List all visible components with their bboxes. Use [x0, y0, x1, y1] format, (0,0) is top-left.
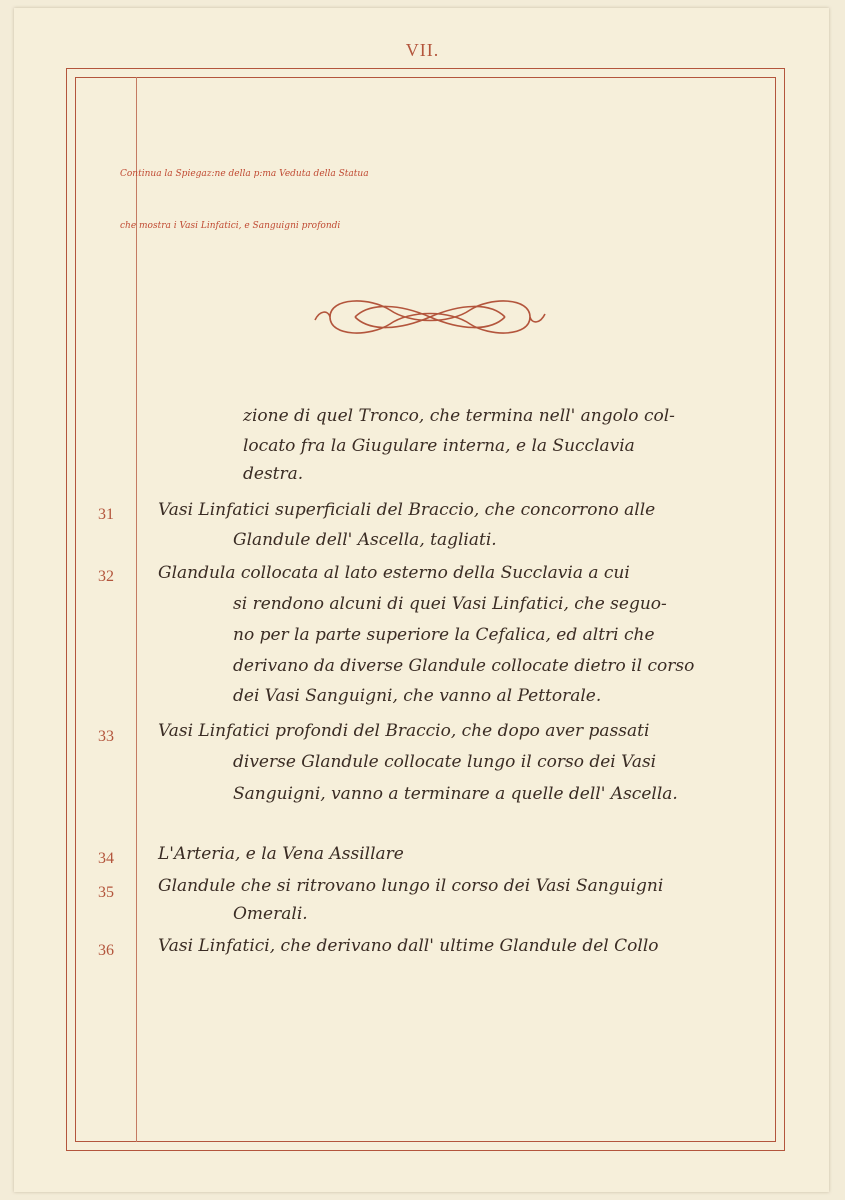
- title-line-2: che mostra i Vasi Linfatici, e Sanguigni profondi: [120, 221, 341, 231]
- entry-32-line-3: no per la parte superiore la Cefalica, ed altri che: [233, 625, 655, 645]
- entry-36-line-1: Vasi Linfatici, che derivano dall' ultime Glandule del Collo: [158, 936, 659, 956]
- page-number: VII.: [405, 40, 440, 60]
- intro-line-1: zione di quel Tronco, che termina nell' angolo col-: [243, 406, 675, 426]
- intro-line-3: destra.: [243, 464, 304, 484]
- entry-31-line-2: Glandule dell' Ascella, tagliati.: [233, 530, 497, 550]
- entry-32-line-2: si rendono alcuni di quei Vasi Linfatici, che seguo-: [233, 594, 667, 614]
- entry-34-line-1: L'Arteria, e la Vena Assillare: [158, 844, 404, 864]
- entry-35-number: 35: [98, 884, 114, 901]
- entry-35-line-2: Omerali.: [233, 904, 308, 924]
- entry-32-line-4: derivano da diverse Glandule collocate dietro il corso: [233, 656, 695, 676]
- entry-32-line-5: dei Vasi Sanguigni, che vanno al Pettorale.: [233, 686, 602, 706]
- entry-36-number: 36: [98, 942, 114, 959]
- intro-line-2: locato fra la Giugulare interna, e la Succlavia: [243, 436, 635, 456]
- entry-33-line-2: diverse Glandule collocate lungo il corso dei Vasi: [233, 752, 657, 772]
- entry-32-line-1: Glandula collocata al lato esterno della Succlavia a cui: [158, 563, 630, 583]
- entry-35-line-1: Glandule che si ritrovano lungo il corso dei Vasi Sanguigni: [158, 876, 664, 896]
- entry-33-line-1: Vasi Linfatici profondi del Braccio, che dopo aver passati: [158, 721, 650, 741]
- title-line-1: Continua la Spiegaz:ne della p:ma Veduta della Statua: [120, 169, 369, 179]
- entry-33-number: 33: [98, 728, 114, 745]
- entry-34-number: 34: [98, 850, 114, 867]
- entry-33-line-3: Sanguigni, vanno a terminare a quelle dell' Ascella.: [233, 784, 678, 804]
- entry-32-number: 32: [98, 568, 114, 585]
- entry-31-number: 31: [98, 506, 114, 523]
- margin-rule: [136, 77, 137, 1142]
- flourish-ornament: [310, 292, 550, 342]
- entry-31-line-1: Vasi Linfatici superficiali del Braccio, che concorrono alle: [158, 500, 656, 520]
